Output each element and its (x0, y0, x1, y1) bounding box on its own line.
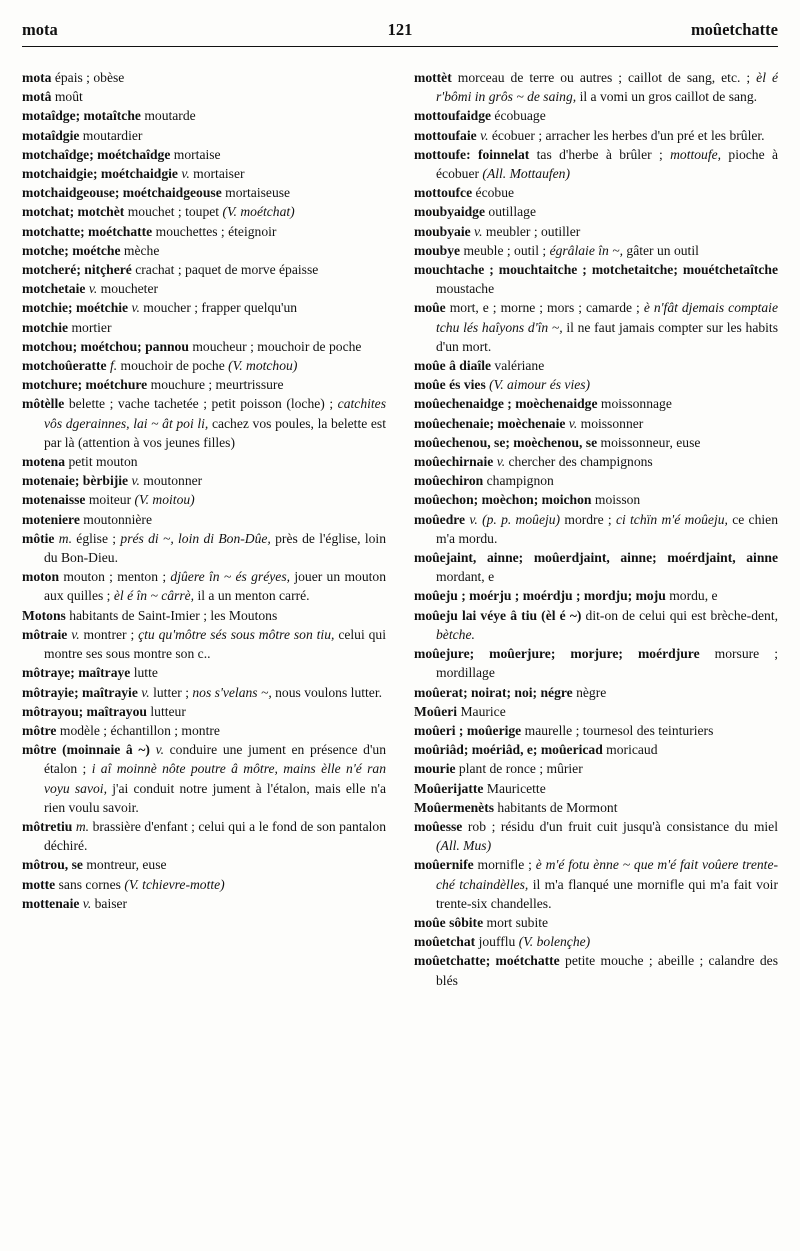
headword: Moûermenèts (414, 799, 495, 815)
definition-text: moucheter (97, 281, 159, 297)
italic-text: prés di ~, loin di Bon-Dûe, (120, 530, 271, 546)
definition-text: mouchure ; meurtrissure (147, 377, 284, 393)
headword: moûedre (414, 511, 466, 527)
headword: moûechenaidge ; moèchenaidge (414, 396, 598, 412)
definition-text: habitants de Mormont (494, 799, 618, 815)
dictionary-entry (22, 145, 386, 164)
definition-text: moutonner (139, 473, 203, 489)
headword: motchaidgie; moétchaidgie (22, 166, 178, 182)
dictionary-entry (22, 740, 386, 817)
dictionary-entry (414, 490, 778, 509)
italic-text: égrâlaie în ~, (549, 242, 623, 258)
dictionary-entry (414, 356, 778, 375)
italic-text: è m'é fotu ènne ~ que m'é fait voûere trente-ché tchaindèlles, (436, 857, 778, 892)
definition-text: belette ; vache tachetée ; petit poisson (loche) ; (64, 396, 338, 412)
dictionary-entry (22, 87, 386, 106)
dictionary-entry (22, 452, 386, 471)
dictionary-entry (414, 68, 778, 106)
dictionary-entry (22, 68, 386, 87)
definition-text: moucheur ; mouchoir de poche (188, 338, 362, 354)
definition-text: meuble ; outil ; (460, 242, 550, 258)
headword: moubye (414, 242, 461, 258)
right-column (414, 68, 778, 1246)
definition-text: moût (51, 89, 83, 105)
headword: Moûeri (414, 703, 458, 719)
italic-text: v. (476, 127, 489, 143)
headword: môtrayie; maîtrayie (22, 684, 138, 700)
definition-text: mouton ; menton ; (59, 569, 171, 585)
dictionary-entry (22, 126, 386, 145)
headword: moûe sôbite (414, 914, 484, 930)
definition-text: moissonneur, euse (597, 434, 701, 450)
headword: moubyaidge (414, 204, 486, 220)
headword: moûechenou, se; moèchenou, se (414, 434, 598, 450)
dictionary-entry (414, 586, 778, 605)
definition-text: il a vomi un gros caillot de sang. (576, 89, 758, 105)
dictionary-entry (22, 106, 386, 125)
page-number: 121 (387, 20, 413, 39)
italic-text: i aî moinnè nôte poutre â môtre, mains èlle n'é ran voyu savoi, (44, 761, 386, 796)
definition-text: moissonnage (597, 396, 672, 412)
definition-text: joufflu (475, 934, 519, 950)
italic-text: (V. moitou) (134, 492, 195, 508)
italic-text: mottoufe, (670, 146, 722, 162)
dictionary-entry (22, 490, 386, 509)
definition-text: montreur, euse (82, 857, 167, 873)
dictionary-entry (414, 241, 778, 260)
dictionary-entry (414, 106, 778, 125)
headword: mottenaie (22, 895, 80, 911)
headword: motchaidgeouse; moétchaidgeouse (22, 185, 222, 201)
headword: moûechenaie; moèchenaie (414, 415, 566, 431)
dictionary-entry (22, 875, 386, 894)
headword: moton (22, 569, 60, 585)
headword: moubyaie (414, 223, 471, 239)
headword: motchatte; moétchatte (22, 223, 153, 239)
headword: moûejure; moûerjure; morjure; moérdjure (414, 646, 700, 662)
definition-text: près de l'église, loin du Bon-Dieu. (44, 530, 386, 566)
dictionary-entry (22, 337, 386, 356)
italic-text: è n'fât djemais comptaie tchu lés haîyons d'în ~, (436, 300, 778, 335)
definition-text: mordant, e (436, 569, 495, 585)
dictionary-entry (22, 702, 386, 721)
definition-text: brassière d'enfant ; celui qui a le fond de son pantalon déchiré. (44, 818, 386, 854)
dictionary-entry (22, 298, 386, 317)
dictionary-entry (22, 606, 386, 625)
headword: môtraie (22, 626, 68, 642)
headword: Moûerijatte (414, 780, 484, 796)
dictionary-entry (414, 375, 778, 394)
definition-text: conduire une jument en présence d'un étalon ; (44, 742, 386, 777)
definition-text: moissonner (577, 415, 644, 431)
definition-text: il ne faut jamais compter sur les habits d'un mort. (436, 319, 778, 354)
definition-text: cachez vos poules, la belette est par là (attention à vos jeunes filles) (44, 415, 386, 450)
dictionary-entry (22, 279, 386, 298)
dictionary-entry (414, 260, 778, 298)
italic-text: (All. Mottaufen) (482, 166, 571, 182)
headword: môtraye; maîtraye (22, 665, 131, 681)
italic-text: catchites vôs dgerainnes, lai ~ ât poi li, (44, 396, 386, 431)
dictionary-entry (414, 932, 778, 951)
headword: moûetchat (414, 934, 476, 950)
headword: motaîdgie (22, 127, 80, 143)
header-last-entry: moûetchatte (690, 20, 778, 39)
definition-text: épais ; obèse (51, 70, 125, 85)
headword: motchie (22, 319, 69, 335)
definition-text: mortaiseuse (221, 185, 291, 201)
italic-text: (V. moétchat) (222, 204, 295, 220)
italic-text: ci tchïn m'é moûeju, (615, 511, 728, 527)
headword: mottèt (414, 70, 452, 85)
definition-text: moutardier (79, 127, 143, 143)
definition-text: mouchoir de poche (117, 358, 229, 374)
italic-text: (All. Mus) (436, 838, 492, 854)
headword: mourie (414, 761, 456, 777)
headword: motâ (22, 89, 52, 105)
dictionary-entry (414, 183, 778, 202)
headword: motchou; moétchou; pannou (22, 338, 189, 354)
dictionary-entry (414, 202, 778, 221)
dictionary-entry (414, 913, 778, 932)
headword: moûe és vies (414, 377, 486, 393)
definition-text: mort subite (483, 914, 549, 930)
definition-text: écobue (472, 185, 515, 201)
definition-text: église ; (72, 530, 121, 546)
italic-text: v. (79, 895, 92, 911)
headword: moûechirnaie (414, 454, 494, 470)
italic-text: m. (54, 530, 72, 546)
dictionary-entry (22, 894, 386, 913)
headword: môtie (22, 530, 55, 546)
definition-text: écobuage (491, 108, 546, 124)
headword: mouchtache ; mouchtaitche ; motchetaitche; mouétchetaîtche (414, 262, 778, 278)
headword: Motons (22, 607, 66, 623)
headword: moûechiron (414, 473, 484, 489)
definition-text: champignon (483, 473, 554, 489)
dictionary-entry (22, 625, 386, 663)
headword: moûesse (414, 818, 463, 834)
italic-text: v. (67, 626, 80, 642)
definition-text: moustache (436, 281, 495, 297)
dictionary-entry (414, 222, 778, 241)
dictionary-entry (22, 375, 386, 394)
definition-text: jouer un mouton aux quilles ; (44, 569, 386, 604)
definition-text: meubler ; outiller (482, 223, 581, 239)
definition-text: nous voulons lutter. (271, 684, 382, 700)
headword: moteniere (22, 511, 80, 527)
dictionary-entry (414, 855, 778, 913)
definition-text: nègre (572, 684, 607, 700)
italic-text: bètche. (436, 626, 475, 642)
headword: môtretiu (22, 818, 73, 834)
definition-text: crachat ; paquet de morve épaisse (131, 262, 319, 278)
definition-text: petite mouche ; abeille ; calandre des blés (436, 953, 778, 988)
headword: motenaie; bèrbijie (22, 473, 129, 489)
dictionary-entry (22, 241, 386, 260)
dictionary-entry (414, 471, 778, 490)
headword: motchat; motchèt (22, 204, 125, 220)
dictionary-entry (414, 126, 778, 145)
definition-text: écobuer ; arracher les herbes d'un pré et les brûler. (488, 127, 765, 143)
left-column (22, 68, 386, 1246)
header-rule (22, 46, 778, 47)
dictionary-entry (22, 183, 386, 202)
dictionary-entry (22, 529, 386, 567)
definition-text: il m'a flanqué une mornifle qui m'a fait voir trente-six chandelles. (436, 876, 778, 911)
definition-text: pioche à écobuer (436, 146, 778, 182)
dictionary-entry (22, 855, 386, 874)
headword: motchetaie (22, 281, 86, 297)
italic-text: v. (493, 454, 506, 470)
italic-text: v. (85, 281, 98, 297)
dictionary-entry (414, 740, 778, 759)
dictionary-entry (22, 394, 386, 452)
headword: mottoufaidge (414, 108, 492, 124)
headword: motcheré; nitçheré (22, 262, 132, 278)
italic-text: çtu qu'môtre sés sous môtre son tiu, (138, 626, 335, 642)
headword: mottoufe: foinnelat (414, 146, 530, 162)
italic-text: (V. tchievre-motte) (124, 876, 225, 892)
definition-text: montrer ; (79, 626, 139, 642)
headword: moûernife (414, 857, 474, 873)
italic-text: èl é în ~ cârrè, (113, 588, 195, 604)
dictionary-entry (22, 510, 386, 529)
dictionary-entry (414, 394, 778, 413)
headword: moûeju ; moérju ; moérdju ; mordju; moju (414, 588, 666, 604)
definition-text: tas d'herbe à brûler ; (529, 146, 671, 162)
headword: motaîdge; motaîtche (22, 108, 141, 124)
definition-text: mortaise (170, 146, 221, 162)
definition-text: petit mouton (65, 454, 138, 470)
italic-text: (V. bolençhe) (518, 934, 591, 950)
dictionary-entry (22, 471, 386, 490)
dictionary-entry (414, 779, 778, 798)
italic-text: v. (p. p. moûeju) (465, 511, 561, 527)
dictionary-entry (414, 145, 778, 183)
dictionary-entry (22, 663, 386, 682)
dictionary-entry (414, 759, 778, 778)
dictionary-entry (414, 606, 778, 644)
headword: mottoufaie (414, 127, 477, 143)
definition-text: mèche (120, 242, 160, 258)
dictionary-entry (22, 567, 386, 605)
definition-text: moricaud (602, 742, 658, 758)
definition-text: habitants de Saint-Imier ; les Moutons (65, 607, 278, 623)
dictionary-entry (414, 683, 778, 702)
headword: motchure; moétchure (22, 377, 148, 393)
italic-text: nos s'velans ~, (192, 684, 272, 700)
italic-text: (V. aimour és vies) (489, 377, 591, 393)
dictionary-entry (22, 683, 386, 702)
definition-text: dit-on de celui qui est brèche-dent, (581, 607, 778, 623)
dictionary-entry (22, 260, 386, 279)
definition-text: lutteur (146, 703, 186, 719)
definition-text: Maurice (457, 703, 506, 719)
definition-text: mortaiser (189, 166, 245, 182)
dictionary-entry (22, 222, 386, 241)
headword: motena (22, 454, 66, 470)
definition-text: maurelle ; tournesol des teinturiers (521, 722, 714, 738)
definition-text: mordre ; (560, 511, 616, 527)
definition-text: mortier (68, 319, 112, 335)
headword: motchaîdge; moétchaîdge (22, 146, 171, 162)
definition-text: moisson (591, 492, 641, 508)
dictionary-entry (414, 433, 778, 452)
definition-text: lutte (130, 665, 158, 681)
italic-text: v. (565, 415, 578, 431)
definition-text: lutter ; (149, 684, 193, 700)
definition-text: Mauricette (483, 780, 546, 796)
headword: moûriâd; moériâd, e; moûericad (414, 742, 603, 758)
italic-text: m. (72, 818, 90, 834)
italic-text: djûere în ~ és gréyes, (170, 569, 291, 585)
dictionary-entry (414, 951, 778, 989)
definition-text: il a un menton carré. (194, 588, 310, 604)
headword: moûe â diaîle (414, 358, 492, 374)
dictionary-entry (22, 817, 386, 855)
dictionary-entry (414, 548, 778, 586)
headword: môtèlle (22, 396, 65, 412)
definition-text: celui qui montre ses sous montre son c.. (44, 626, 386, 662)
header-first-entry: mota (22, 20, 58, 39)
italic-text: v. (470, 223, 483, 239)
dictionary-entry (414, 510, 778, 548)
definition-text: moiteur (85, 492, 135, 508)
page-header (22, 20, 778, 46)
headword: môtre (22, 722, 57, 738)
dictionary-entry (414, 298, 778, 356)
headword: moûechon; moèchon; moichon (414, 492, 592, 508)
headword: mota (22, 70, 52, 85)
dictionary-entry (414, 414, 778, 433)
definition-text: mordu, e (665, 588, 718, 604)
definition-text: modèle ; échantillon ; montre (56, 722, 220, 738)
headword: moûe (414, 300, 446, 316)
definition-text: morceau de terre ou autres ; caillot de sang, etc. ; (451, 70, 757, 85)
definition-text: moutonnière (79, 511, 152, 527)
dictionary-entry (414, 644, 778, 682)
dictionary-entry (22, 202, 386, 221)
dictionary-entry (22, 356, 386, 375)
definition-text: ce chien m'a mordu. (436, 511, 778, 546)
headword: môtre (moinnaie â ~) (22, 742, 150, 758)
italic-text: v. (128, 300, 140, 316)
headword: moûejaint, ainne; moûerdjaint, ainne; moérdjaint, ainne (414, 550, 778, 566)
italic-text: v. (177, 166, 190, 182)
headword: motenaisse (22, 492, 86, 508)
dictionary-entry (22, 721, 386, 740)
dictionary-entry (414, 452, 778, 471)
headword: moûetchatte; moétchatte (414, 953, 560, 969)
definition-text: outillage (485, 204, 536, 220)
headword: môtrou, se (22, 857, 83, 873)
headword: motchoûeratte (22, 358, 107, 374)
headword: moûeju lai véye â tiu (èl é ~) (414, 607, 582, 623)
definition-text: mouchettes ; éteignoir (152, 223, 277, 239)
definition-text: chercher des champignons (505, 454, 653, 470)
definition-text: plant de ronce ; mûrier (455, 761, 583, 777)
dictionary-entry (414, 702, 778, 721)
definition-text: sans cornes (55, 876, 125, 892)
definition-text: mort, e ; morne ; mors ; camarde ; (445, 300, 644, 316)
headword: môtrayou; maîtrayou (22, 703, 147, 719)
definition-text: j'ai conduit notre jument à l'étalon, mais elle n'a rien voulu savoir. (44, 780, 386, 815)
definition-text: gâter un outil (623, 242, 699, 258)
dictionary-entry (414, 798, 778, 817)
italic-text: èl é r'bômi in grôs ~ de saing, (436, 70, 778, 105)
dictionary-entry (414, 817, 778, 855)
definition-text: rob ; résidu d'un fruit cuit jusqu'à consistance du miel (462, 818, 778, 834)
italic-text: (V. motchou) (228, 358, 298, 374)
italic-text: f. (106, 358, 118, 374)
definition-text: mouchet ; toupet (124, 204, 223, 220)
headword: mottoufce (414, 185, 473, 201)
headword: moûeri ; moûerige (414, 722, 522, 738)
dictionary-entry (414, 721, 778, 740)
headword: motche; moétche (22, 242, 121, 258)
dictionary-entry (22, 164, 386, 183)
definition-text: moucher ; frapper quelqu'un (139, 300, 298, 316)
italic-text: v. (137, 684, 150, 700)
italic-text: v. (149, 742, 164, 758)
italic-text: v. (128, 473, 140, 489)
definition-text: valériane (491, 358, 545, 374)
headword: motte (22, 876, 56, 892)
definition-text: morsure ; mordillage (436, 646, 778, 681)
definition-text: mornifle ; (473, 857, 536, 873)
headword: motchie; moétchie (22, 300, 129, 316)
definition-text: baiser (91, 895, 128, 911)
headword: moûerat; noirat; noi; négre (414, 684, 573, 700)
dictionary-entry (22, 318, 386, 337)
definition-text: moutarde (140, 108, 196, 124)
